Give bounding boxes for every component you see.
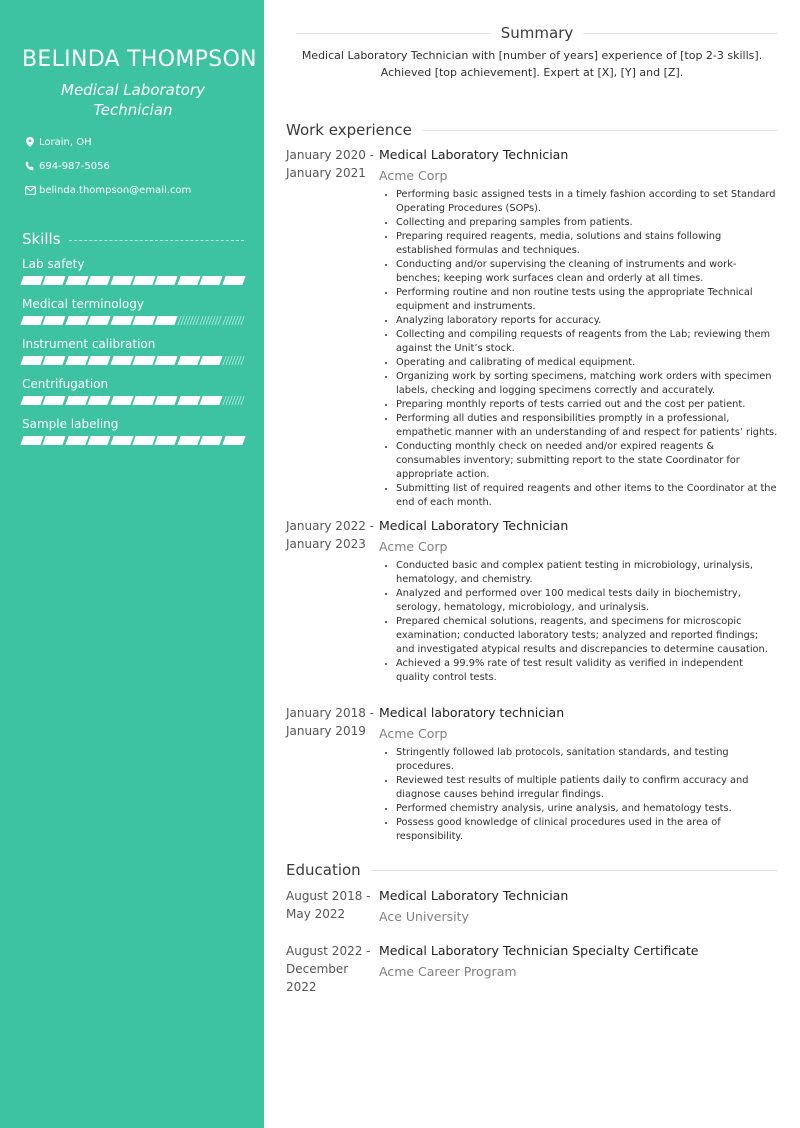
list-item: • Conducting and/or supervising the cleaning of instruments and work-benches; keeping work surfaces clean and orderly at all times. [396, 258, 778, 286]
skill-segment-filled [222, 436, 246, 445]
skill-item [22, 416, 244, 445]
skill-segment-filled [177, 396, 201, 405]
skill-label: Sample labeling [22, 417, 119, 431]
skill-segment-filled [177, 436, 201, 445]
skill-segment-empty [222, 396, 246, 405]
skill-segment-filled [110, 436, 134, 445]
company-name: Acme Corp [379, 168, 448, 183]
skill-segment-filled [88, 396, 112, 405]
contact-location [22, 136, 244, 148]
skill-item [22, 256, 244, 285]
degree-title: Medical Laboratory Technician Specialty Certificate [379, 943, 699, 958]
skill-segment-filled [65, 396, 89, 405]
email-link[interactable]: belinda.thompson@email.com [39, 184, 192, 196]
skill-level-bar [22, 436, 244, 445]
skill-segment-filled [200, 396, 224, 405]
entry-dates: January 2022 - January 2023 [286, 519, 374, 551]
skills-list [22, 256, 244, 445]
skill-segment-empty [200, 316, 224, 325]
skill-segment-filled [20, 276, 44, 285]
list-item: • Prepared chemical solutions, reagents, and specimens for microscopic examination; conducted laboratory tests; analyzed and reported findings; and investigated atypical results and discrepancies to determine causation. [396, 615, 778, 657]
sidebar [0, 0, 264, 1128]
job-title: Medical laboratory technician [379, 705, 565, 720]
skill-segment-filled [43, 356, 67, 365]
skill-segment-filled [20, 436, 44, 445]
skill-level-bar [22, 276, 244, 285]
skill-segment-filled [88, 276, 112, 285]
skill-segment-filled [65, 316, 89, 325]
list-item: • Possess good knowledge of clinical procedures used in the area of responsibility. [396, 816, 778, 844]
company-name: Acme Corp [379, 539, 448, 554]
skill-segment-filled [65, 356, 89, 365]
company-name: Acme Corp [379, 726, 448, 741]
list-item: • Performing basic assigned tests in a timely fashion according to set Standard Operating Procedures (SOPs). [396, 188, 778, 216]
skill-segment-filled [177, 276, 201, 285]
skill-segment-filled [88, 436, 112, 445]
skills-divider [69, 240, 244, 241]
skill-segment-filled [132, 316, 156, 325]
list-item: • Achieved a 99.9% rate of test result validity as verified in independent quality control tests. [396, 657, 778, 685]
entry-dates: August 2022 - December 2022 [286, 944, 371, 994]
skill-segment-filled [177, 356, 201, 365]
list-item: • Conducted basic and complex patient testing in microbiology, urinalysis, hematology, and chemistry. [396, 559, 778, 587]
list-item: • Collecting and compiling requests of reagents from the Lab; reviewing them against the Unit’s stock. [396, 328, 778, 356]
skill-segment-filled [43, 436, 67, 445]
skill-segment-filled [155, 436, 179, 445]
list-item: • Organizing work by sorting specimens, matching work orders with specimen labels, checking and logging specimens correctly and accurately. [396, 370, 778, 398]
work-entry [286, 146, 778, 510]
job-title: Medical Laboratory Technician [379, 518, 569, 533]
education-heading: Education [286, 861, 778, 879]
phone-icon [22, 161, 38, 171]
list-item: • Operating and calibrating of medical equipment. [396, 356, 778, 370]
education-entry [286, 942, 778, 994]
responsibility-list [379, 559, 778, 685]
list-item: • Preparing monthly reports of tests carried out and the cost per patient. [396, 398, 778, 412]
skill-item [22, 296, 244, 325]
summary-text: Medical Laboratory Technician with [number of years] experience of [top 2-3 skills]. Achieved [top achievement]. Expert at [X], [Y] and [Z]. [301, 49, 763, 79]
skill-segment-empty [222, 316, 246, 325]
list-item: • Collecting and preparing samples from patients. [396, 216, 778, 230]
list-item: • Performing routine and non routine tests using the appropriate Technical equipment and instruments. [396, 286, 778, 314]
list-item: • Performed chemistry analysis, urine analysis, and hematology tests. [396, 802, 778, 816]
list-item: • Stringently followed lab protocols, sanitation standards, and testing procedures. [396, 746, 778, 774]
skills-heading: Skills [22, 230, 244, 248]
skill-segment-filled [88, 356, 112, 365]
institution-name: Ace University [379, 909, 469, 924]
skill-segment-filled [20, 316, 44, 325]
skill-item [22, 336, 244, 365]
skill-segment-filled [200, 356, 224, 365]
institution-name: Acme Career Program [379, 964, 517, 979]
location-text: Lorain, OH [39, 136, 92, 148]
list-item: • Conducting monthly check on needed and/or expired reagents & consumables inventory; submitting report to the state Coordinator for appropriate action. [396, 440, 778, 482]
list-item: • Performing all duties and responsibilities promptly in a professional, empathetic manner with an understanding of and respect for patients’ rights. [396, 412, 778, 440]
skill-level-bar [22, 356, 244, 365]
skill-segment-filled [88, 316, 112, 325]
phone-text: 694-987-5056 [39, 160, 110, 172]
skill-item [22, 376, 244, 405]
envelope-icon [22, 186, 38, 195]
work-experience-heading: Work experience [286, 121, 778, 139]
skill-segment-filled [155, 396, 179, 405]
list-item: • Analyzed and performed over 100 medical tests daily in biochemistry, serology, hematology, microbiology, and urinalysis. [396, 587, 778, 615]
list-item: • Reviewed test results of multiple patients daily to confirm accuracy and diagnose causes behind irregular findings. [396, 774, 778, 802]
skill-segment-filled [155, 276, 179, 285]
contact-list [22, 136, 244, 196]
skill-segment-filled [222, 276, 246, 285]
skill-level-bar [22, 396, 244, 405]
skill-segment-filled [110, 356, 134, 365]
skill-segment-filled [200, 436, 224, 445]
entry-dates: January 2018 - January 2019 [286, 706, 374, 738]
skill-segment-filled [43, 396, 67, 405]
contact-email [22, 184, 244, 196]
contact-phone [22, 160, 244, 172]
skill-segment-filled [20, 356, 44, 365]
responsibility-list [379, 746, 778, 844]
list-item: • Submitting list of required reagents and other items to the Coordinator at the end of each month. [396, 482, 778, 510]
skill-segment-filled [132, 276, 156, 285]
candidate-title: Medical Laboratory Technician [61, 81, 205, 119]
skill-segment-filled [65, 436, 89, 445]
skill-segment-filled [132, 396, 156, 405]
skill-segment-filled [110, 396, 134, 405]
skill-segment-filled [65, 276, 89, 285]
skill-level-bar [22, 316, 244, 325]
responsibility-list [379, 188, 778, 510]
skill-label: Centrifugation [22, 377, 109, 391]
skill-label: Instrument calibration [22, 337, 156, 351]
skill-segment-filled [155, 356, 179, 365]
job-title: Medical Laboratory Technician [379, 147, 569, 162]
entry-dates: January 2020 - January 2021 [286, 148, 374, 180]
skill-segment-filled [20, 396, 44, 405]
entry-dates: August 2018 - May 2022 [286, 889, 371, 921]
skill-segment-filled [43, 316, 67, 325]
skill-segment-filled [155, 316, 179, 325]
skill-segment-filled [200, 276, 224, 285]
list-item: • Analyzing laboratory reports for accuracy. [396, 314, 778, 328]
skill-segment-filled [110, 276, 134, 285]
list-item: • Preparing required reagents, media, solutions and stains following established formulas and techniques. [396, 230, 778, 258]
map-pin-icon [22, 137, 38, 147]
degree-title: Medical Laboratory Technician [379, 888, 569, 903]
skill-segment-filled [43, 276, 67, 285]
summary-heading: Summary [296, 24, 778, 42]
skill-segment-filled [132, 356, 156, 365]
skill-segment-empty [222, 356, 246, 365]
skill-label: Lab safety [22, 257, 85, 271]
skill-segment-filled [110, 316, 134, 325]
candidate-name: BELINDA THOMPSON [22, 47, 257, 72]
skill-label: Medical terminology [22, 297, 144, 311]
education-entry [286, 887, 778, 926]
work-entry [286, 517, 778, 685]
skill-segment-empty [177, 316, 201, 325]
skill-segment-filled [132, 436, 156, 445]
work-entry [286, 704, 778, 844]
